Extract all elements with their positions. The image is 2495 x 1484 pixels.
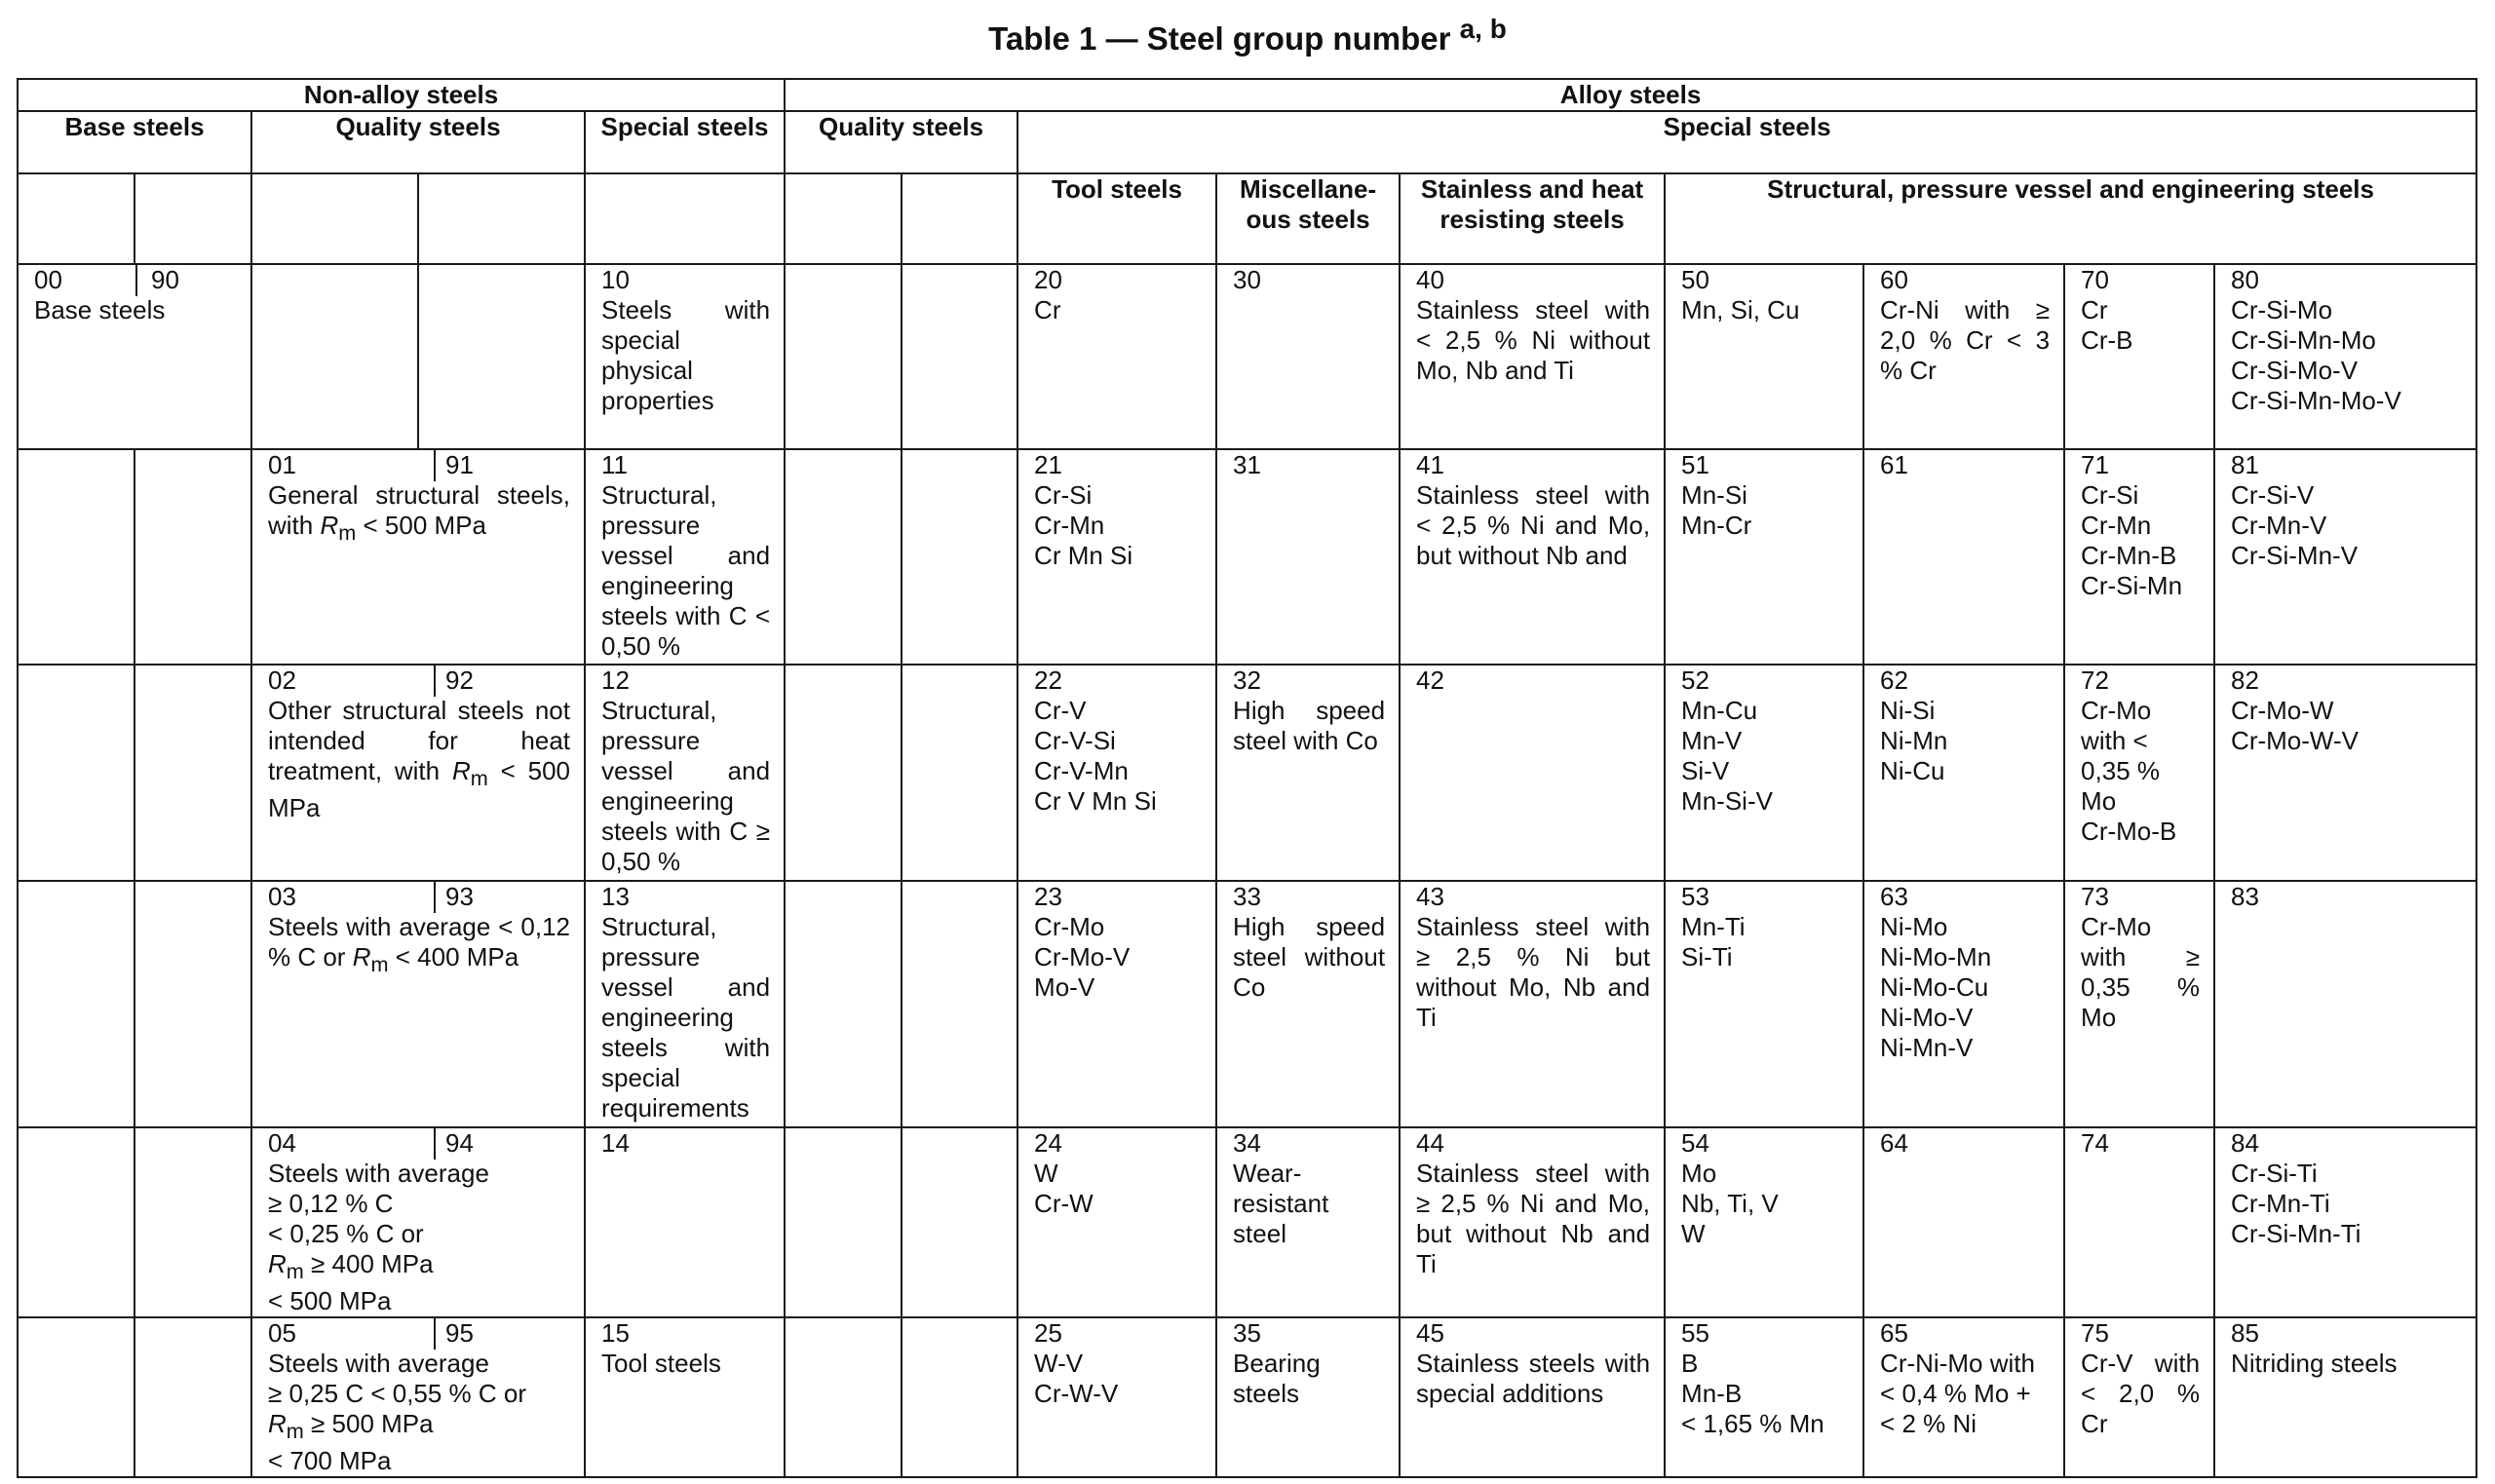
tool-steels-cell: 24 W Cr-W: [1017, 1127, 1216, 1317]
blank-cell: [18, 881, 134, 1127]
blank-cell: [134, 173, 251, 264]
blank-cell: [785, 173, 902, 264]
stainless-steels-cell: 45 Stainless steels with special additions: [1400, 1317, 1665, 1477]
special-steels-cell: 13 Structural, pressure vessel and engineering steels with special requirements: [585, 881, 785, 1127]
tool-steels-cell: 21 Cr-Si Cr-Mn Cr Mn Si: [1017, 449, 1216, 665]
blank-cell: [134, 665, 251, 881]
special-steels-cell: 11 Structural, pressure vessel and engineering steels with C < 0,50 %: [585, 449, 785, 665]
tool-steels-cell: 25 W-V Cr-W-V: [1017, 1317, 1216, 1477]
special-steels-cell: 10 Steels with special physical properties: [585, 264, 785, 449]
blank-cell: [585, 173, 785, 264]
stainless-steels-cell: 40 Stainless steel with < 2,5 % Ni without Mo, Nb and Ti: [1400, 264, 1665, 449]
blank-cell: [18, 449, 134, 665]
header-stainless-steels: Stainless and heat resisting steels: [1400, 173, 1665, 264]
table-title: Table 1 — Steel group number $^{a, b}$: [988, 14, 1507, 57]
quality-steels-cell: 03 93 Steels with average < 0,12 % C or $R_m < 400$ MPa: [251, 881, 585, 1127]
quality-steels-cell: 04 94 Steels with average ≥ 0,12 % C < 0,25 % C or $R_m \ge 400$ MPa < 500 MPa: [251, 1127, 585, 1317]
group-50-cell: 54 Mo Nb, Ti, V W: [1665, 1127, 1863, 1317]
special-steels-cell: 15 Tool steels: [585, 1317, 785, 1477]
group-60-cell: 61: [1863, 449, 2064, 665]
blank-cell: [18, 1317, 134, 1477]
misc-steels-cell: 35 Bearing steels: [1216, 1317, 1400, 1477]
blank-cell: [902, 449, 1017, 665]
blank-cell: [418, 173, 585, 264]
blank-cell: [902, 665, 1017, 881]
stainless-steels-cell: 42: [1400, 665, 1665, 881]
blank-cell: [902, 264, 1017, 449]
base-steels-cell: 00 90 Base steels: [18, 264, 251, 449]
header-tool-steels: Tool steels: [1017, 173, 1216, 264]
misc-steels-cell: 32 High speed steel with Co: [1216, 665, 1400, 881]
group-50-cell: 53 Mn-Ti Si-Ti: [1665, 881, 1863, 1127]
blank-cell: [134, 1317, 251, 1477]
blank-cell: [902, 881, 1017, 1127]
quality-steels-cell: 01 91 General structural steels, with $R_m < 500$ MPa: [251, 449, 585, 665]
steel-group-table: [17, 78, 2477, 1478]
group-80-cell: 82 Cr-Mo-W Cr-Mo-W-V: [2214, 665, 2476, 881]
blank-cell: [902, 1317, 1017, 1477]
blank-cell: [18, 173, 134, 264]
blank-cell: [251, 173, 418, 264]
tool-steels-cell: 23 Cr-Mo Cr-Mo-V Mo-V: [1017, 881, 1216, 1127]
blank-cell: [18, 1127, 134, 1317]
group-50-cell: 52 Mn-Cu Mn-V Si-V Mn-Si-V: [1665, 665, 1863, 881]
group-80-cell: 81 Cr-Si-V Cr-Mn-V Cr-Si-Mn-V: [2214, 449, 2476, 665]
blank-cell: [251, 264, 418, 449]
blank-cell: [134, 449, 251, 665]
blank-cell: [785, 1127, 902, 1317]
blank-cell: [134, 1127, 251, 1317]
misc-steels-cell: 30: [1216, 264, 1400, 449]
quality-steels-cell: 05 95 Steels with average ≥ 0,25 C < 0,55 % C or $R_m \ge 500$ MPa < 700 MPa: [251, 1317, 585, 1477]
header-alloy-quality-steels: Quality steels: [785, 111, 1017, 173]
table-row: [18, 1127, 2476, 1317]
special-steels-cell: 14: [585, 1127, 785, 1317]
tool-steels-cell: 22 Cr-V Cr-V-Si Cr-V-Mn Cr V Mn Si: [1017, 665, 1216, 881]
stainless-steels-cell: 44 Stainless steel with ≥ 2,5 % Ni and Mo, but without Nb and Ti: [1400, 1127, 1665, 1317]
blank-cell: [785, 881, 902, 1127]
group-50-cell: 55 B Mn-B < 1,65 % Mn: [1665, 1317, 1863, 1477]
header-misc-steels: Miscellane-ous steels: [1216, 173, 1400, 264]
group-80-cell: 84 Cr-Si-Ti Cr-Mn-Ti Cr-Si-Mn-Ti: [2214, 1127, 2476, 1317]
header-quality-steels: Quality steels: [251, 111, 585, 173]
title-footnote-marks: a, b: [1459, 14, 1507, 44]
group-80-cell: 85 Nitriding steels: [2214, 1317, 2476, 1477]
group-70-cell: 71 Cr-Si Cr-Mn Cr-Mn-B Cr-Si-Mn: [2064, 449, 2214, 665]
group-50-cell: 50 Mn, Si, Cu: [1665, 264, 1863, 449]
blank-cell: [18, 665, 134, 881]
blank-cell: [785, 665, 902, 881]
special-steels-cell: 12 Structural, pressure vessel and engineering steels with C ≥ 0,50 %: [585, 665, 785, 881]
blank-cell: [785, 449, 902, 665]
table-row: [18, 1317, 2476, 1477]
misc-steels-cell: 34 Wear- resistant steel: [1216, 1127, 1400, 1317]
group-60-cell: 62 Ni-Si Ni-Mn Ni-Cu: [1863, 665, 2064, 881]
group-80-cell: 80 Cr-Si-Mo Cr-Si-Mn-Mo Cr-Si-Mo-V Cr-Si-Mn-Mo-V: [2214, 264, 2476, 449]
group-70-cell: 74: [2064, 1127, 2214, 1317]
misc-steels-cell: 33 High speed steel without Co: [1216, 881, 1400, 1127]
blank-cell: [134, 881, 251, 1127]
blank-cell: [902, 1127, 1017, 1317]
table-row: [18, 449, 2476, 665]
stainless-steels-cell: 41 Stainless steel with < 2,5 % Ni and Mo, but without Nb and: [1400, 449, 1665, 665]
group-70-cell: 75 Cr-V with < 2,0 % Cr: [2064, 1317, 2214, 1477]
table-row: [18, 881, 2476, 1127]
group-60-cell: 64: [1863, 1127, 2064, 1317]
blank-cell: [418, 264, 585, 449]
stainless-steels-cell: 43 Stainless steel with ≥ 2,5 % Ni but without Mo, Nb and Ti: [1400, 881, 1665, 1127]
group-70-cell: 72 Cr-Mo with < 0,35 % Mo Cr-Mo-B: [2064, 665, 2214, 881]
table-row: [18, 264, 2476, 449]
group-70-cell: 70 Cr Cr-B: [2064, 264, 2214, 449]
quality-steels-cell: 02 92 Other structural steels not intended for heat treatment, with $R_m < 500$ MPa: [251, 665, 585, 881]
group-60-cell: 60 Cr-Ni with ≥ 2,0 % Cr < 3 % Cr: [1863, 264, 2064, 449]
header-alloy-steels: Alloy steels: [785, 79, 2476, 111]
blank-cell: [902, 173, 1017, 264]
group-60-cell: 65 Cr-Ni-Mo with < 0,4 % Mo + < 2 % Ni: [1863, 1317, 2064, 1477]
misc-steels-cell: 31: [1216, 449, 1400, 665]
table-row: [18, 665, 2476, 881]
group-80-cell: 83: [2214, 881, 2476, 1127]
blank-cell: [785, 264, 902, 449]
group-50-cell: 51 Mn-Si Mn-Cr: [1665, 449, 1863, 665]
group-70-cell: 73 Cr-Mo with ≥ 0,35 % Mo: [2064, 881, 2214, 1127]
header-non-alloy-steels: Non-alloy steels: [18, 79, 785, 111]
header-structural-steels: Structural, pressure vessel and engineering steels: [1665, 173, 2476, 264]
tool-steels-cell: 20 Cr: [1017, 264, 1216, 449]
group-60-cell: 63 Ni-Mo Ni-Mo-Mn Ni-Mo-Cu Ni-Mo-V Ni-Mn-V: [1863, 881, 2064, 1127]
header-base-steels: Base steels: [18, 111, 251, 173]
blank-cell: [785, 1317, 902, 1477]
header-alloy-special-steels: Special steels: [1017, 111, 2476, 173]
header-special-steels-nonalloy: Special steels: [585, 111, 785, 173]
